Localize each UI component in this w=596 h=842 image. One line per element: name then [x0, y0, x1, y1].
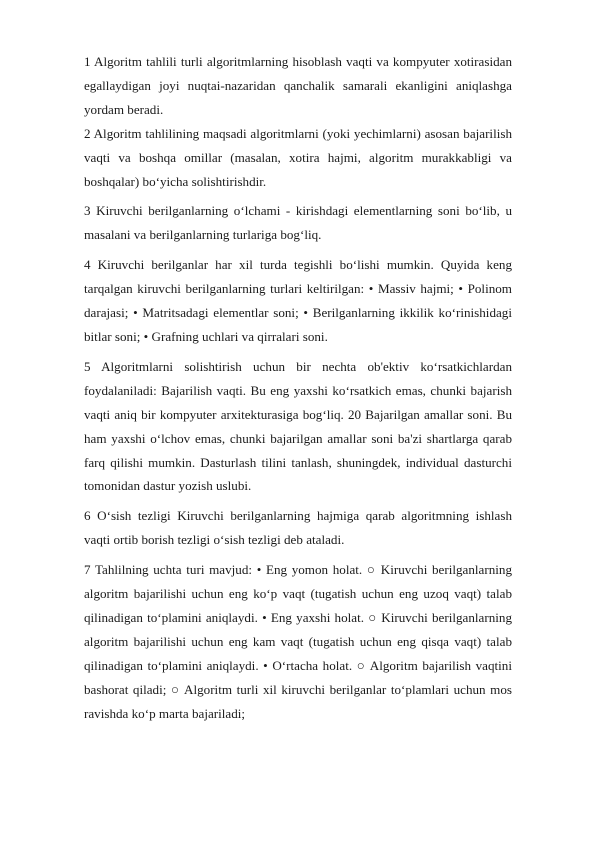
- paragraph-5: 5 Algoritmlarni solishtirish uchun bir nechta ob'ektiv ko‘rsatkichlardan foydalaniladi: Bajarilish vaqti. Bu eng yaxshi ko‘rsatkich emas, chunki bajarish vaqti aniq bir kompyuter arxitekturasiga bog‘liq. 20 Bajarilgan amallar soni. Bu ham yaxshi o‘lchov emas, chunki bajarilgan amallar soni ba'zi shartlarga qarab farq qilishi mumkin. Dasturlash tilini tanlash, shuningdek, individual dasturchi tomonidan dastur yozish uslubi.: [84, 358, 512, 494]
- paragraph-4: 4 Kiruvchi berilganlar har xil turda tegishli bo‘lishi mumkin. Quyida keng tarqalgan kiruvchi berilganlarning turlari keltirilgan: • Massiv hajmi; • Polinom darajasi; • Matritsadagi elementlar soni; • Berilganlarning ikkilik ko‘rinishidagi bitlar soni; • Grafning uchlari va qirralari soni.: [84, 257, 512, 344]
- paragraph-3: 3 Kiruvchi berilganlarning o‘lchami - kirishdagi elementlarning soni bo‘lib, u masalani va berilganlarning turlariga bog‘liq.: [84, 203, 512, 243]
- document-page: [84, 50, 512, 731]
- paragraph-6: 6 O‘sish tezligi Kiruvchi berilganlarning hajmiga qarab algoritmning ishlash vaqti ortib borish tezligi o‘sish tezligi deb ataladi.: [84, 508, 512, 548]
- paragraph-2: 2 Algoritm tahlilining maqsadi algoritmlarni (yoki yechimlarni) asosan bajarilish vaqti va boshqa omillar (masalan, xotira hajmi, algoritm murakkabligi va boshqalar) bo‘yicha solishtirishdir.: [84, 125, 512, 189]
- paragraph-7: 7 Tahlilning uchta turi mavjud: • Eng yomon holat. ○ Kiruvchi berilganlarning algoritm bajarilishi uchun eng ko‘p vaqt (tugatish uchun eng uzoq vaqt) talab qilinadigan to‘plamini aniqlaydi. • Eng yaxshi holat. ○ Kiruvchi berilganlarning algoritm bajarilishi uchun eng kam vaqt (tugatish uchun eng qisqa vaqt) talab qilinadigan to‘plamini aniqlaydi. • O‘rtacha holat. ○ Algoritm bajarilish vaqtini bashorat qiladi; ○ Algoritm turli xil kiruvchi berilganlar to‘plamlari uchun mos ravishda ko‘p marta bajariladi;: [84, 562, 512, 721]
- paragraph-1: 1 Algoritm tahlili turli algoritmlarning hisoblash vaqti va kompyuter xotirasidan egallaydigan joyi nuqtai-nazaridan qanchalik samarali ekanligini aniqlashga yordam beradi.: [84, 54, 512, 117]
